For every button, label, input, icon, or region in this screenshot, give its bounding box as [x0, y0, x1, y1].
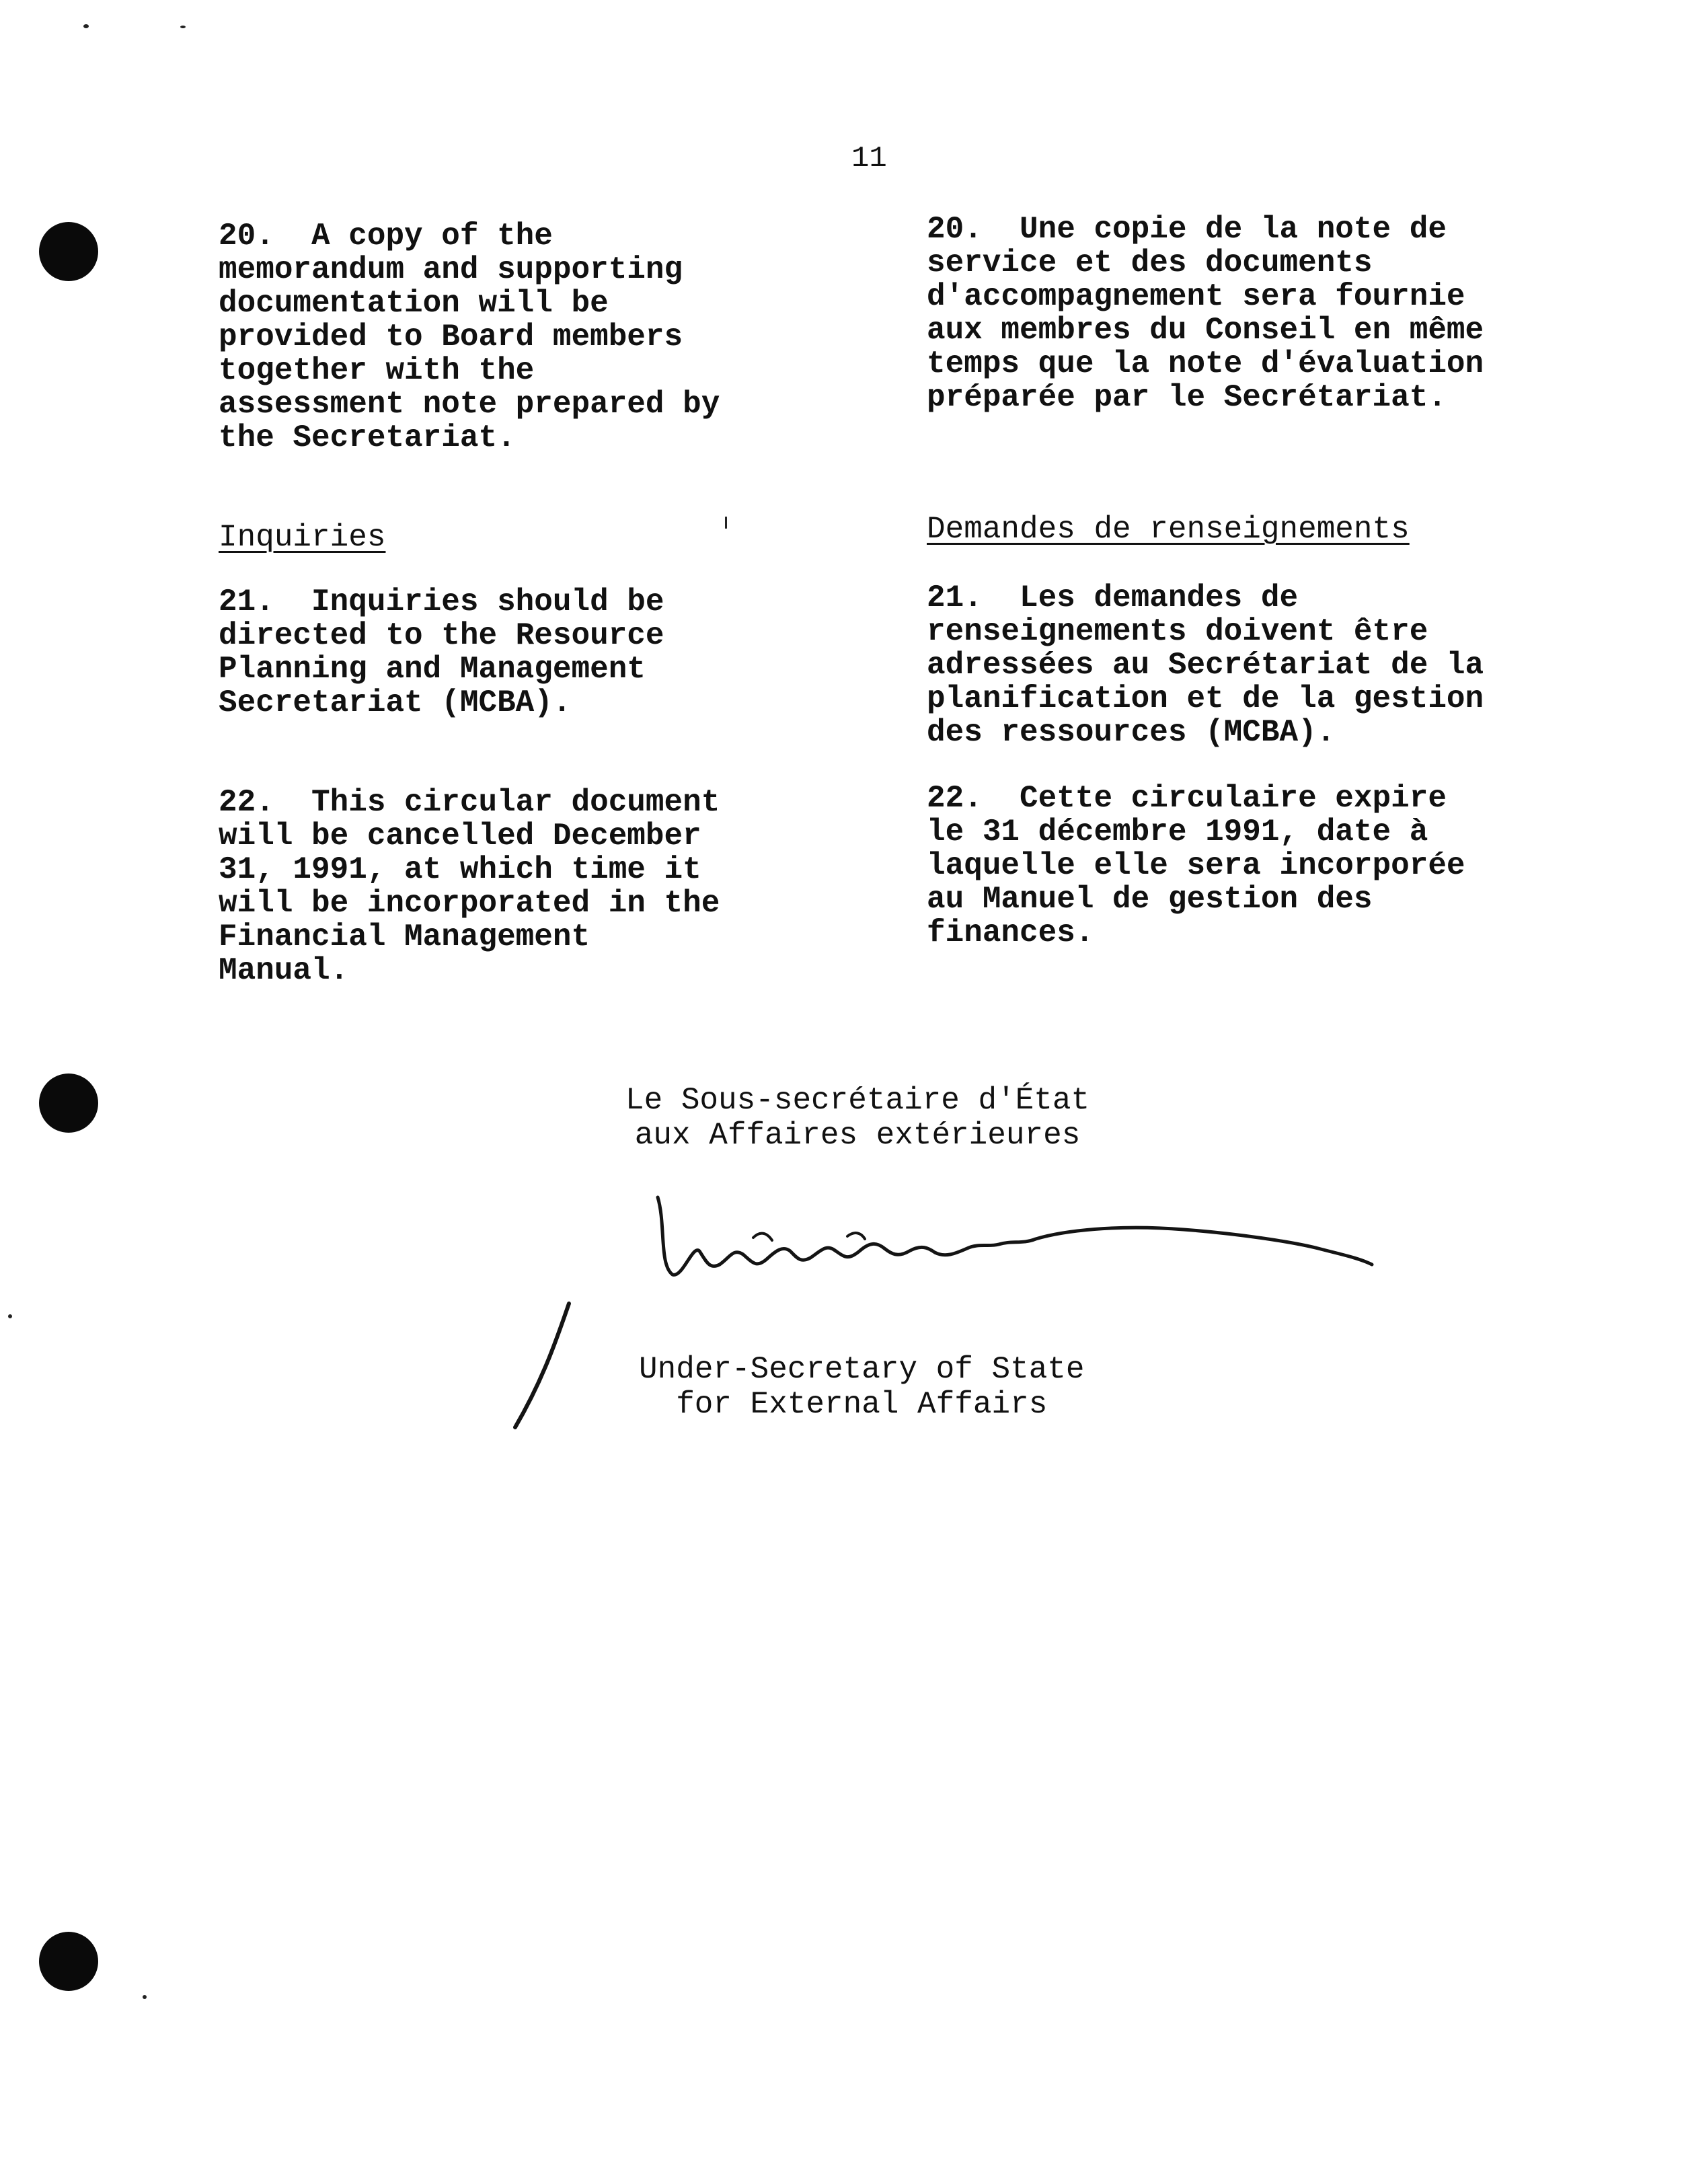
fr-paragraph-22: 22. Cette circulaire expire le 31 décembre 1991, date à laquelle elle sera incorporée au Manuel de gestion des finances.	[927, 781, 1465, 950]
en-heading-inquiries: Inquiries	[219, 520, 386, 555]
scan-speck	[180, 26, 186, 28]
en-paragraph-22: 22. This circular document will be cancelled December 31, 1991, at which time it will be incorporated in the Financial Management Manual.	[219, 785, 720, 988]
punch-hole-bottom	[39, 1932, 98, 1991]
scan-speck	[725, 517, 727, 529]
punch-hole-middle	[39, 1074, 98, 1133]
signature-title-english: Under-Secretary of State for External Affairs	[639, 1352, 1085, 1422]
signature-slash-mark-icon	[503, 1298, 584, 1433]
punch-hole-top	[39, 222, 98, 281]
fr-paragraph-21: 21. Les demandes de renseignements doivent être adressées au Secrétariat de la planification et de la gestion des ressources (MCBA).	[927, 580, 1484, 750]
en-paragraph-21: 21. Inquiries should be directed to the Resource Planning and Management Secretariat (MCBA).	[219, 585, 664, 720]
scan-speck	[83, 24, 89, 28]
page-number: 11	[851, 142, 887, 176]
scan-speck	[8, 1314, 12, 1318]
scan-speck	[143, 1995, 147, 1999]
handwritten-signature-icon	[646, 1184, 1406, 1291]
en-paragraph-20: 20. A copy of the memorandum and supporting documentation will be provided to Board members together with the assessment note prepared by the Secretariat.	[219, 219, 720, 455]
signature-title-french: Le Sous-secrétaire d'État aux Affaires extérieures	[625, 1083, 1090, 1153]
fr-paragraph-20: 20. Une copie de la note de service et des documents d'accompagnement sera fournie aux membres du Conseil en même temps que la note d'évaluation préparée par le Secrétariat.	[927, 212, 1484, 415]
fr-heading-inquiries: Demandes de renseignements	[927, 512, 1410, 547]
